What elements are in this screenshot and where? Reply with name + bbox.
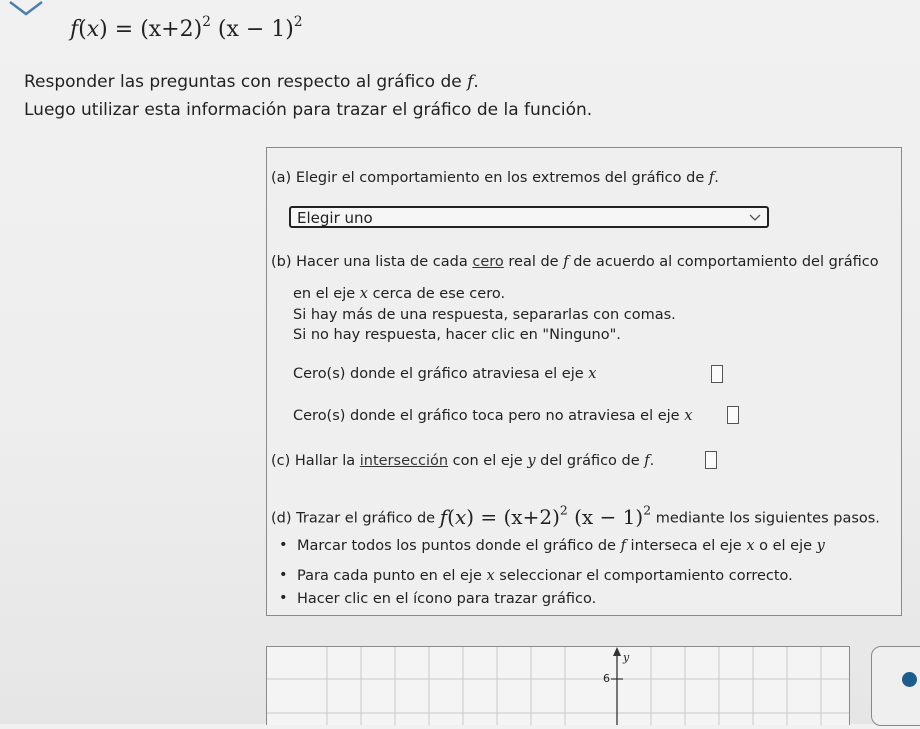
part-b-line3: Si hay más de una respuesta, separarlas con comas. xyxy=(293,307,676,323)
part-c-prompt: (c) Hallar la intersección con el eje y del gráfico de f. xyxy=(271,453,655,469)
crossing-zeros-input[interactable] xyxy=(711,365,723,383)
part-b-line4: Si no hay respuesta, hacer clic en "Ninguno". xyxy=(293,327,621,343)
interseccion-link[interactable]: intersección xyxy=(359,453,449,469)
y-axis-arrow xyxy=(613,647,621,656)
y-intercept-input[interactable] xyxy=(705,451,717,469)
graph-canvas[interactable] xyxy=(266,646,850,725)
tick-label: 6 xyxy=(603,672,610,685)
step-bullet-3: • Hacer clic en el ícono para trazar gráfico. xyxy=(297,591,596,607)
part-b-prompt: (b) Hacer una lista de cada cero real de f de acuerdo al comportamiento del gráfico xyxy=(271,254,879,270)
part-a-prompt: (a) Elegir el comportamiento en los extremos del gráfico de f. xyxy=(271,170,719,186)
graph-tool-panel xyxy=(871,646,920,726)
graph-grid xyxy=(267,647,849,725)
cero-link[interactable]: cero xyxy=(472,254,504,270)
chevron-down-icon xyxy=(749,212,761,222)
function-formula: $f(x) = (x+2)^2$ $(x - 1)^2$ xyxy=(70,14,303,43)
step-bullet-1: • Marcar todos los puntos donde el gráfico de f interseca el eje x o el eje y xyxy=(297,538,825,554)
touching-zeros-input[interactable] xyxy=(727,406,739,424)
touching-zeros-label: Cero(s) donde el gráfico toca pero no atraviesa el eje x xyxy=(293,408,693,424)
inline-formula: $f(x) = (x+2)^2$ $(x - 1)^2$ xyxy=(439,503,652,530)
question-panel xyxy=(266,147,902,616)
end-behavior-select[interactable] xyxy=(289,206,769,228)
part-d-prompt: (d) Trazar el gráfico de $f(x) = (x+2)^2$ $(x - 1)^2$ mediante los siguientes pasos. xyxy=(271,503,880,530)
select-value: Elegir uno xyxy=(297,209,373,227)
intro-line-2: Luego utilizar esta información para trazar el gráfico de la función. xyxy=(24,100,593,120)
point-tool-icon[interactable] xyxy=(902,672,917,687)
crossing-zeros-label: Cero(s) donde el gráfico atraviesa el eje x xyxy=(293,366,597,382)
intro-line-1: Responder las preguntas con respecto al gráfico de f. xyxy=(24,72,479,92)
y-axis-label: y xyxy=(623,651,630,664)
collapse-chevron-icon[interactable] xyxy=(4,0,48,16)
step-bullet-2: • Para cada punto en el eje x seleccionar el comportamiento correcto. xyxy=(297,568,793,584)
part-b-line2: en el eje x cerca de ese cero. xyxy=(293,286,506,302)
